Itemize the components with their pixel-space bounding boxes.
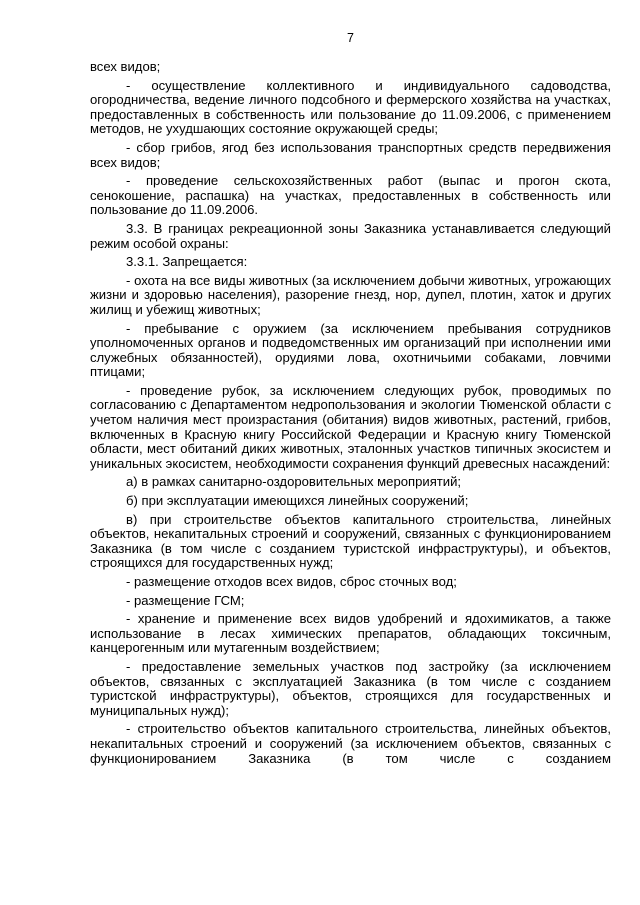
paragraph: - осуществление коллективного и индивидуального садоводства, огородничества, ведение личного подсобного и фермерского хозяйства на участках, предоставленных в собственность или пользование до 11.09.2006, с применением методов, не ухудшающих состояние окружающей среды; [90,77,611,137]
paragraph: а) в рамках санитарно-оздоровительных мероприятий; [126,474,462,490]
paragraph: всех видов; [90,59,161,74]
paragraph: в) при строительстве объектов капитального строительства, линейных объектов, некапитальных строений и сооружений, связанных с функционированием Заказника (в том числе с созданием туристской инфраструктуры), и объектов, строящихся для государственных нужд; [90,511,611,571]
paragraph: - размещение отходов всех видов, сброс сточных вод; [126,574,457,589]
page-number: 7 [347,31,354,45]
paragraph: - пребывание с оружием (за исключением пребывания сотрудников уполномоченных органов и подведомственных им организаций при исполнении ими служебных обязанностей), орудиями лова, охотничьими собаками, ловчими птицами; [90,320,611,380]
paragraph: - предоставление земельных участков под застройку (за исключением объектов, связанных с эксплуатацией Заказника (в том числе с созданием туристской инфраструктуры), объектов, строящихся для государственных и муниципальных нужд); [90,658,611,718]
paragraph: 3.3.1. Запрещается: [126,254,248,270]
paragraph: - проведение рубок, за исключением следующих рубок, проводимых по согласованию с Департаментом недропользования и экологии Тюменской области с учетом наличия мест произрастания (обитания) видов животных, растений, грибов, включенных в Красную книгу Российской Федерации и Красную книгу Тюменской области, мест обитаний диких животных, эталонных участков типичных экосистем и уникальных экосистем, необходимости сохранения функций древесных насаждений: [90,382,611,471]
paragraph: 3.3. В границах рекреационной зоны Заказника устанавливается следующий режим особой охраны: [90,220,611,251]
paragraph: - проведение сельскохозяйственных работ (выпас и прогон скота, сенокошение, распашка) на участках, предоставленных в собственность или пользование до 11.09.2006. [90,173,611,218]
paragraph: - размещение ГСМ; [126,592,245,608]
paragraph: - строительство объектов капитального строительства, линейных объектов, некапитальных строений и сооружений (за исключением объектов, связанных с функционированием Заказника (в том числе с созданием [90,721,611,766]
paragraph: - сбор грибов, ягод без использования транспортных средств передвижения всех видов; [90,139,611,170]
paragraph: б) при эксплуатации имеющихся линейных сооружений; [126,493,469,509]
paragraph: - хранение и применение всех видов удобрений и ядохимикатов, а также использование в лесах химических препаратов, обладающих токсичным, канцерогенным или мутагенным воздействием; [90,611,611,656]
paragraph: - охота на все виды животных (за исключением добычи животных, угрожающих жизни и здоровью населения), разорение гнезд, нор, дупел, плотин, хаток и других жилищ и убежищ животных; [90,272,611,317]
document-body [90,60,611,766]
